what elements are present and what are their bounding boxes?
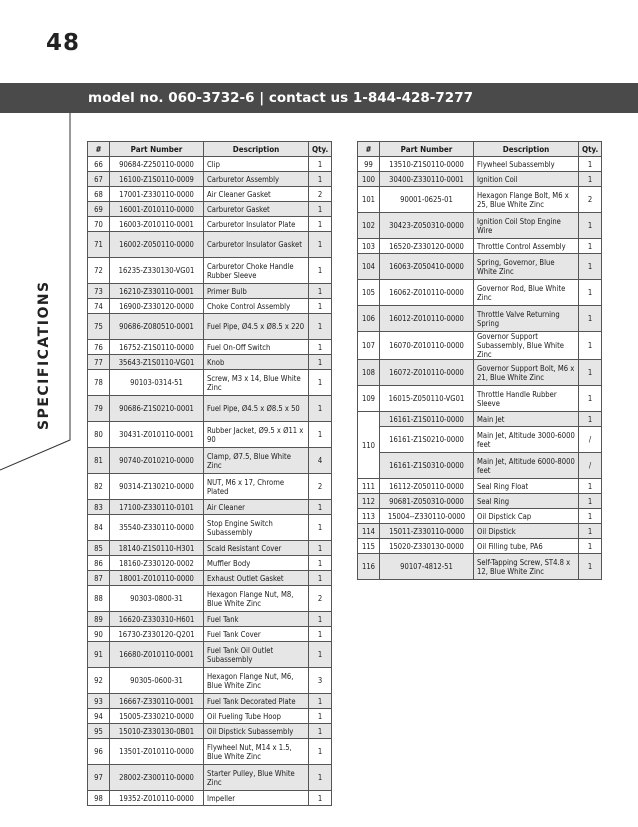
cell-description: Governor Support Subassembly, Blue White Zinc — [474, 332, 579, 360]
cell-part-number: 16063-Z050410-0000 — [380, 254, 474, 280]
cell-description: Main Jet, Altitude 6000-8000 feet — [474, 453, 579, 479]
cell-part-number: 16667-Z330110-0001 — [110, 694, 204, 709]
col-header-number: # — [88, 142, 110, 157]
cell-number: 75 — [88, 314, 110, 340]
cell-description: Throttle Control Assembly — [474, 239, 579, 254]
table-row — [358, 187, 602, 213]
cell-qty: 1 — [579, 157, 602, 172]
cell-part-number: 16235-Z330130-VG01 — [110, 258, 204, 284]
cell-number: 100 — [358, 172, 380, 187]
cell-qty: 1 — [579, 509, 602, 524]
col-header-description: Description — [474, 142, 579, 157]
cell-part-number: 16520-Z330120-0000 — [380, 239, 474, 254]
table-row — [88, 299, 332, 314]
cell-qty: 1 — [309, 571, 332, 586]
table-row — [358, 306, 602, 332]
cell-qty: 1 — [579, 539, 602, 554]
cell-number: 94 — [88, 709, 110, 724]
cell-description: Impeller — [204, 791, 309, 806]
cell-description: Carburetor Gasket — [204, 202, 309, 217]
cell-description: Rubber Jacket, Ø9.5 x Ø11 x 90 — [204, 422, 309, 448]
table-row — [358, 453, 602, 479]
table-row — [358, 213, 602, 239]
table-row — [358, 554, 602, 580]
col-header-qty: Qty. — [579, 142, 602, 157]
table-row — [88, 586, 332, 612]
cell-number: 81 — [88, 448, 110, 474]
cell-part-number: 30423-Z050310-0000 — [380, 213, 474, 239]
cell-qty: 1 — [579, 239, 602, 254]
table-row — [88, 515, 332, 541]
cell-part-number: 16015-Z050110-VG01 — [380, 386, 474, 412]
table-row — [88, 172, 332, 187]
table-row — [88, 642, 332, 668]
table-row — [88, 422, 332, 448]
cell-number: 66 — [88, 157, 110, 172]
cell-part-number: 16112-Z050110-0000 — [380, 479, 474, 494]
cell-part-number: 16072-Z010110-0000 — [380, 360, 474, 386]
cell-description: Fuel Tank Oil Outlet Subassembly — [204, 642, 309, 668]
cell-part-number: 16161-Z1S0310-0000 — [380, 453, 474, 479]
cell-qty: 1 — [579, 280, 602, 306]
table-header-row — [358, 142, 602, 157]
cell-qty: 1 — [309, 314, 332, 340]
cell-part-number: 90305-0600-31 — [110, 668, 204, 694]
cell-description: Hexagon Flange Nut, M8, Blue White Zinc — [204, 586, 309, 612]
cell-description: Air Cleaner Gasket — [204, 187, 309, 202]
cell-qty: 1 — [309, 791, 332, 806]
cell-description: Fuel Pipe, Ø4.5 x Ø8.5 x 50 — [204, 396, 309, 422]
table-row — [88, 396, 332, 422]
cell-description: Carburetor Insulator Gasket — [204, 232, 309, 258]
table-row — [88, 340, 332, 355]
cell-qty: 1 — [579, 254, 602, 280]
cell-number: 86 — [88, 556, 110, 571]
cell-description: Screw, M3 x 14, Blue White Zinc — [204, 370, 309, 396]
cell-number: 108 — [358, 360, 380, 386]
cell-qty: 1 — [309, 724, 332, 739]
cell-number: 79 — [88, 396, 110, 422]
table-row — [88, 709, 332, 724]
table-row — [88, 541, 332, 556]
cell-number: 107 — [358, 332, 380, 360]
table-row — [88, 217, 332, 232]
parts-table-left-body — [88, 157, 332, 806]
cell-part-number: 17100-Z330110-0101 — [110, 500, 204, 515]
table-row — [88, 355, 332, 370]
cell-qty: 3 — [309, 668, 332, 694]
cell-description: Ignition Coil Stop Engine Wire — [474, 213, 579, 239]
cell-number: 112 — [358, 494, 380, 509]
cell-part-number: 16062-Z010110-0000 — [380, 280, 474, 306]
cell-description: Exhaust Outlet Gasket — [204, 571, 309, 586]
cell-part-number: 16620-Z330310-H601 — [110, 612, 204, 627]
cell-qty: 2 — [309, 586, 332, 612]
cell-description: Air Cleaner — [204, 500, 309, 515]
cell-number: 95 — [88, 724, 110, 739]
cell-qty: 1 — [309, 157, 332, 172]
cell-part-number: 15005-Z330210-0000 — [110, 709, 204, 724]
cell-qty: 1 — [309, 396, 332, 422]
cell-qty: / — [579, 427, 602, 453]
cell-part-number: 90686-Z080510-0001 — [110, 314, 204, 340]
cell-qty: / — [579, 453, 602, 479]
cell-description: Carburetor Choke Handle Rubber Sleeve — [204, 258, 309, 284]
cell-part-number: 16012-Z010110-0000 — [380, 306, 474, 332]
cell-description: Throttle Handle Rubber Sleeve — [474, 386, 579, 412]
cell-part-number: 16001-Z010110-0000 — [110, 202, 204, 217]
cell-part-number: 15020-Z330130-0000 — [380, 539, 474, 554]
cell-description: Throttle Valve Returning Spring — [474, 306, 579, 332]
cell-part-number: 16161-Z1S0110-0000 — [380, 412, 474, 427]
cell-description: Oil Dipstick Cap — [474, 509, 579, 524]
cell-part-number: 90684-Z250110-0000 — [110, 157, 204, 172]
cell-description: Fuel Tank — [204, 612, 309, 627]
cell-number: 106 — [358, 306, 380, 332]
table-row — [88, 571, 332, 586]
cell-part-number: 15004--Z330110-0000 — [380, 509, 474, 524]
cell-part-number: 90103-0314-51 — [110, 370, 204, 396]
cell-part-number: 30431-Z010110-0001 — [110, 422, 204, 448]
cell-description: Oil Dipstick — [474, 524, 579, 539]
cell-part-number: 13501-Z010110-0000 — [110, 739, 204, 765]
cell-part-number: 90314-Z130210-0000 — [110, 474, 204, 500]
cell-description: Seal Ring — [474, 494, 579, 509]
table-row — [358, 280, 602, 306]
cell-number: 84 — [88, 515, 110, 541]
table-row — [358, 539, 602, 554]
cell-number: 88 — [88, 586, 110, 612]
cell-number: 116 — [358, 554, 380, 580]
cell-number: 77 — [88, 355, 110, 370]
cell-description: Fuel Tank Cover — [204, 627, 309, 642]
cell-description: Starter Pulley, Blue White Zinc — [204, 765, 309, 791]
cell-number: 115 — [358, 539, 380, 554]
cell-qty: 1 — [579, 479, 602, 494]
cell-description: Oil Dipstick Subassembly — [204, 724, 309, 739]
table-row — [88, 694, 332, 709]
table-row — [88, 314, 332, 340]
cell-number: 80 — [88, 422, 110, 448]
cell-qty: 1 — [309, 202, 332, 217]
cell-qty: 1 — [309, 299, 332, 314]
cell-qty: 1 — [309, 217, 332, 232]
cell-part-number: 90107-4812-51 — [380, 554, 474, 580]
col-header-part-number: Part Number — [380, 142, 474, 157]
cell-qty: 1 — [309, 642, 332, 668]
cell-qty: 1 — [309, 172, 332, 187]
cell-description: Spring, Governor, Blue White Zinc — [474, 254, 579, 280]
table-row — [358, 412, 602, 427]
table-row — [358, 386, 602, 412]
table-row — [88, 202, 332, 217]
cell-number: 97 — [88, 765, 110, 791]
cell-qty: 1 — [309, 370, 332, 396]
cell-part-number: 16003-Z010110-0001 — [110, 217, 204, 232]
cell-description: Hexagon Flange Bolt, M6 x 25, Blue White Zinc — [474, 187, 579, 213]
cell-qty: 1 — [309, 232, 332, 258]
cell-qty: 1 — [309, 340, 332, 355]
cell-qty: 1 — [579, 554, 602, 580]
cell-part-number: 30400-Z330110-0001 — [380, 172, 474, 187]
cell-part-number: 16002-Z050110-0000 — [110, 232, 204, 258]
cell-qty: 1 — [309, 422, 332, 448]
cell-part-number: 90001-0625-01 — [380, 187, 474, 213]
cell-number: 103 — [358, 239, 380, 254]
parts-table-left — [87, 141, 332, 806]
cell-number: 73 — [88, 284, 110, 299]
cell-qty: 1 — [309, 627, 332, 642]
cell-qty: 1 — [309, 556, 332, 571]
table-row — [88, 187, 332, 202]
cell-number: 71 — [88, 232, 110, 258]
table-row — [358, 494, 602, 509]
table-row — [88, 157, 332, 172]
cell-qty: 1 — [309, 541, 332, 556]
cell-number: 110 — [358, 412, 380, 479]
cell-qty: 2 — [579, 187, 602, 213]
cell-part-number: 90740-Z010210-0000 — [110, 448, 204, 474]
page-number: 48 — [46, 30, 81, 56]
cell-part-number: 18160-Z330120-0002 — [110, 556, 204, 571]
cell-number: 109 — [358, 386, 380, 412]
cell-qty: 1 — [579, 360, 602, 386]
cell-number: 105 — [358, 280, 380, 306]
cell-qty: 1 — [579, 172, 602, 187]
cell-number: 96 — [88, 739, 110, 765]
cell-number: 111 — [358, 479, 380, 494]
parts-table-right-body — [358, 157, 602, 580]
cell-part-number: 16210-Z330110-0001 — [110, 284, 204, 299]
cell-part-number: 18001-Z010110-0000 — [110, 571, 204, 586]
cell-part-number: 15011-Z330110-0000 — [380, 524, 474, 539]
cell-qty: 1 — [309, 258, 332, 284]
cell-number: 70 — [88, 217, 110, 232]
cell-description: NUT, M6 x 17, Chrome Plated — [204, 474, 309, 500]
cell-number: 69 — [88, 202, 110, 217]
cell-description: Self-Tapping Screw, ST4.8 x 12, Blue White Zinc — [474, 554, 579, 580]
cell-number: 85 — [88, 541, 110, 556]
cell-qty: 4 — [309, 448, 332, 474]
table-row — [88, 668, 332, 694]
cell-part-number: 19352-Z010110-0000 — [110, 791, 204, 806]
table-row — [358, 239, 602, 254]
parts-table-right — [357, 141, 602, 580]
cell-number: 76 — [88, 340, 110, 355]
cell-qty: 2 — [309, 474, 332, 500]
cell-description: Main Jet, Altitude 3000-6000 feet — [474, 427, 579, 453]
cell-number: 82 — [88, 474, 110, 500]
cell-description: Knob — [204, 355, 309, 370]
col-header-part-number: Part Number — [110, 142, 204, 157]
cell-part-number: 15010-Z330130-0B01 — [110, 724, 204, 739]
table-header-row — [88, 142, 332, 157]
table-row — [88, 284, 332, 299]
cell-part-number: 35643-Z1S0110-VG01 — [110, 355, 204, 370]
col-header-description: Description — [204, 142, 309, 157]
table-row — [88, 556, 332, 571]
cell-part-number: 16730-Z330120-Q201 — [110, 627, 204, 642]
header-contact-text: model no. 060-3732-6 | contact us 1-844-428-7277 — [88, 90, 473, 106]
cell-number: 78 — [88, 370, 110, 396]
table-row — [358, 360, 602, 386]
cell-qty: 1 — [579, 386, 602, 412]
cell-description: Seal Ring Float — [474, 479, 579, 494]
table-row — [88, 474, 332, 500]
table-row — [88, 370, 332, 396]
cell-number: 113 — [358, 509, 380, 524]
cell-number: 89 — [88, 612, 110, 627]
cell-number: 68 — [88, 187, 110, 202]
cell-description: Oil Fueling Tube Hoop — [204, 709, 309, 724]
cell-qty: 1 — [579, 332, 602, 360]
col-header-qty: Qty. — [309, 142, 332, 157]
header-band — [0, 83, 638, 113]
cell-part-number: 13510-Z1S0110-0000 — [380, 157, 474, 172]
cell-number: 72 — [88, 258, 110, 284]
cell-description: Ignition Coil — [474, 172, 579, 187]
table-row — [88, 500, 332, 515]
cell-description: Hexagon Flange Nut, M6, Blue White Zinc — [204, 668, 309, 694]
cell-number: 93 — [88, 694, 110, 709]
cell-qty: 1 — [309, 694, 332, 709]
cell-description: Fuel Tank Decorated Plate — [204, 694, 309, 709]
cell-description: Oil Filling tube, PA6 — [474, 539, 579, 554]
cell-qty: 1 — [309, 765, 332, 791]
cell-number: 114 — [358, 524, 380, 539]
cell-qty: 1 — [579, 524, 602, 539]
cell-number: 91 — [88, 642, 110, 668]
cell-description: Governor Support Bolt, M6 x 21, Blue White Zinc — [474, 360, 579, 386]
cell-qty: 1 — [309, 284, 332, 299]
cell-part-number: 16752-Z1S0110-0000 — [110, 340, 204, 355]
cell-part-number: 16900-Z330120-0000 — [110, 299, 204, 314]
cell-number: 83 — [88, 500, 110, 515]
cell-description: Primer Bulb — [204, 284, 309, 299]
table-row — [88, 232, 332, 258]
cell-number: 99 — [358, 157, 380, 172]
cell-part-number: 16161-Z1S0210-0000 — [380, 427, 474, 453]
cell-part-number: 28002-Z300110-0000 — [110, 765, 204, 791]
cell-description: Fuel Pipe, Ø4.5 x Ø8.5 x 220 — [204, 314, 309, 340]
cell-part-number: 90681-Z050310-0000 — [380, 494, 474, 509]
cell-qty: 1 — [309, 612, 332, 627]
cell-description: Choke Control Assembly — [204, 299, 309, 314]
table-row — [358, 509, 602, 524]
cell-description: Carburetor Insulator Plate — [204, 217, 309, 232]
cell-qty: 1 — [579, 213, 602, 239]
section-side-label: SPECIFICATIONS — [36, 280, 52, 430]
table-row — [358, 524, 602, 539]
cell-description: Clip — [204, 157, 309, 172]
table-row — [358, 479, 602, 494]
cell-part-number: 16680-Z010110-0001 — [110, 642, 204, 668]
cell-qty: 1 — [309, 709, 332, 724]
cell-number: 90 — [88, 627, 110, 642]
cell-description: Muffler Body — [204, 556, 309, 571]
cell-qty: 1 — [309, 355, 332, 370]
table-row — [358, 254, 602, 280]
cell-description: Flywheel Subassembly — [474, 157, 579, 172]
cell-description: Fuel On-Off Switch — [204, 340, 309, 355]
table-row — [358, 157, 602, 172]
cell-part-number: 90303-0800-31 — [110, 586, 204, 612]
cell-part-number: 18140-Z1S0110-H301 — [110, 541, 204, 556]
cell-part-number: 90686-Z1S0210-0001 — [110, 396, 204, 422]
table-row — [88, 258, 332, 284]
col-header-number: # — [358, 142, 380, 157]
cell-description: Stop Engine Switch Subassembly — [204, 515, 309, 541]
cell-part-number: 17001-Z330110-0000 — [110, 187, 204, 202]
cell-description: Scald Resistant Cover — [204, 541, 309, 556]
table-row — [358, 427, 602, 453]
cell-qty: 1 — [309, 500, 332, 515]
table-row — [88, 627, 332, 642]
cell-description: Governor Rod, Blue White Zinc — [474, 280, 579, 306]
table-row — [88, 448, 332, 474]
cell-qty: 1 — [579, 306, 602, 332]
cell-number: 92 — [88, 668, 110, 694]
cell-qty: 1 — [309, 515, 332, 541]
table-row — [88, 739, 332, 765]
table-row — [88, 724, 332, 739]
cell-qty: 1 — [309, 739, 332, 765]
cell-number: 102 — [358, 213, 380, 239]
cell-part-number: 35540-Z330110-0000 — [110, 515, 204, 541]
cell-qty: 2 — [309, 187, 332, 202]
cell-qty: 1 — [579, 494, 602, 509]
cell-number: 98 — [88, 791, 110, 806]
cell-number: 74 — [88, 299, 110, 314]
cell-description: Clamp, Ø7.5, Blue White Zinc — [204, 448, 309, 474]
cell-part-number: 16100-Z1S0110-0009 — [110, 172, 204, 187]
cell-description: Flywheel Nut, M14 x 1.5, Blue White Zinc — [204, 739, 309, 765]
table-row — [88, 612, 332, 627]
cell-description: Carburetor Assembly — [204, 172, 309, 187]
table-row — [88, 791, 332, 806]
cell-number: 104 — [358, 254, 380, 280]
table-row — [88, 765, 332, 791]
cell-number: 101 — [358, 187, 380, 213]
cell-description: Main Jet — [474, 412, 579, 427]
cell-part-number: 16070-Z010110-0000 — [380, 332, 474, 360]
table-row — [358, 172, 602, 187]
cell-number: 87 — [88, 571, 110, 586]
table-row — [358, 332, 602, 360]
cell-qty: 1 — [579, 412, 602, 427]
cell-number: 67 — [88, 172, 110, 187]
